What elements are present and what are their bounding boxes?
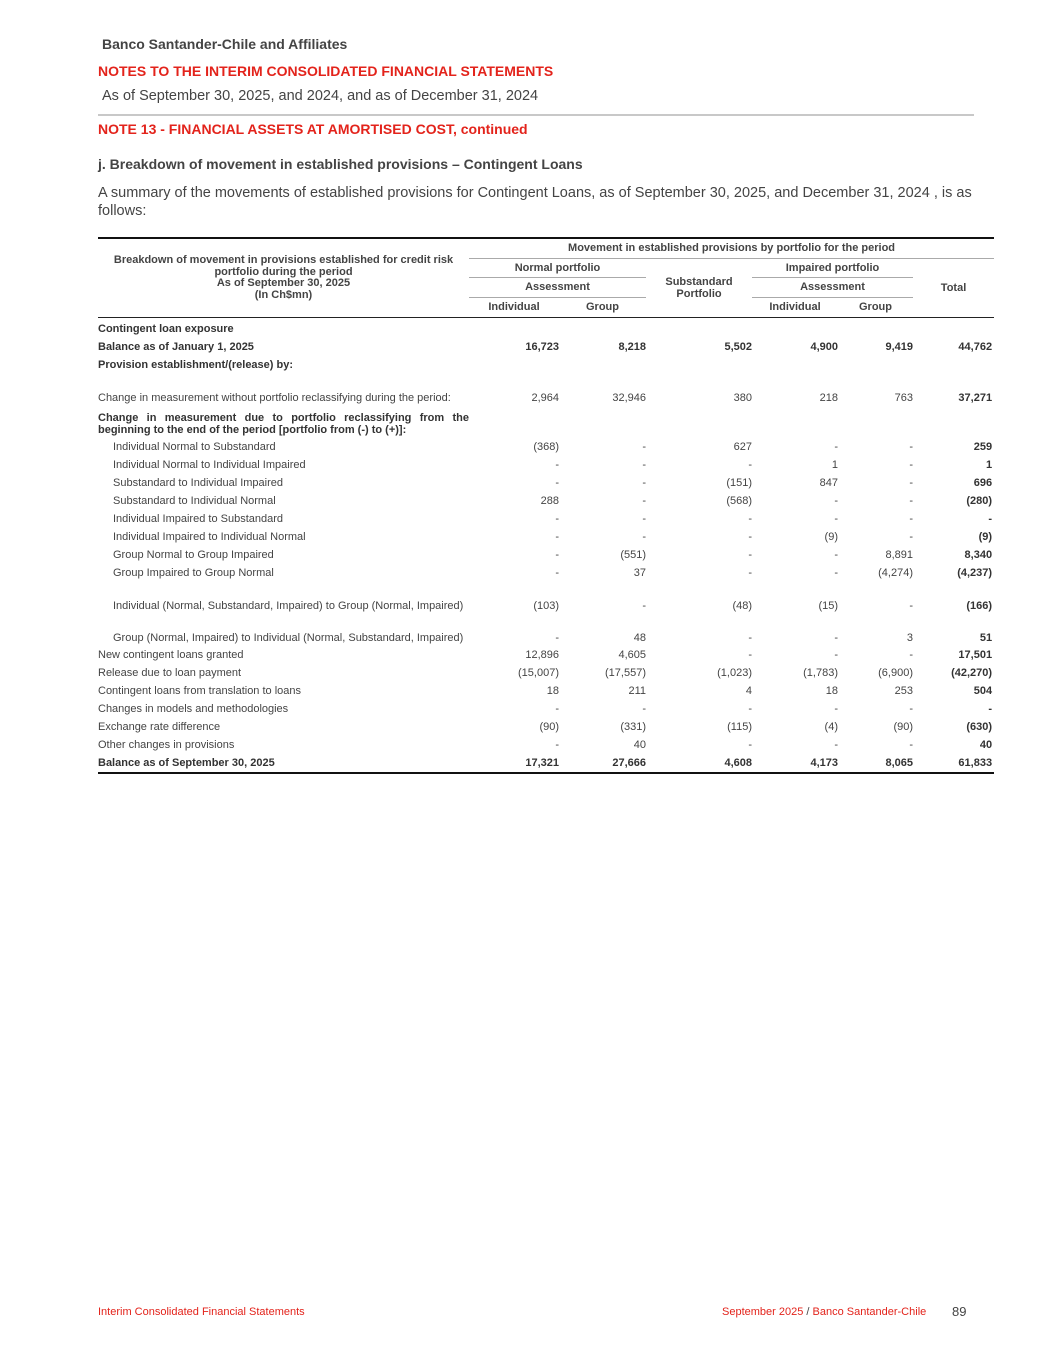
value-cell: - (555, 632, 559, 644)
value-cell: (6,900) (878, 667, 913, 679)
value-cell: (4) (824, 721, 838, 733)
value-cell (752, 318, 838, 339)
section-title: j. Breakdown of movement in established provisions – Contingent Loans (98, 156, 583, 172)
footer-title: Interim Consolidated Financial Statements (98, 1306, 305, 1318)
value-cell: 8,218 (618, 341, 646, 353)
row-label: Contingent loan exposure (98, 323, 234, 335)
value-cell: 16,723 (525, 341, 559, 353)
as-of-date: As of September 30, 2025, and 2024, and as of December 31, 2024 (102, 88, 539, 104)
value-cell: 12,896 (525, 649, 559, 661)
total-cell: (42,270) (951, 667, 993, 679)
value-cell (559, 318, 646, 339)
value-cell: - (748, 459, 752, 471)
page-number: 89 (952, 1304, 967, 1319)
table-row (98, 754, 994, 773)
value-cell: - (555, 739, 559, 751)
value-cell: 37 (633, 567, 646, 579)
table-row (98, 614, 994, 646)
value-cell: (331) (620, 721, 646, 733)
value-cell: - (834, 549, 838, 561)
value-cell (469, 406, 559, 438)
value-cell: 4,605 (618, 649, 646, 661)
value-cell: 8,891 (885, 549, 913, 561)
value-cell: - (909, 513, 913, 525)
table-row (98, 664, 994, 682)
value-cell: - (555, 513, 559, 525)
value-cell: (1,783) (803, 667, 838, 679)
value-cell: (568) (726, 495, 752, 507)
value-cell: - (834, 739, 838, 751)
header-divider (98, 114, 974, 116)
value-cell: 8,065 (838, 754, 913, 773)
total-cell: - (988, 703, 993, 715)
table-row (98, 700, 994, 718)
impaired-portfolio-header: Impaired portfolio (752, 258, 913, 277)
value-cell: 9,419 (885, 341, 913, 353)
value-cell: - (909, 531, 913, 543)
total-cell (913, 318, 994, 339)
value-cell: - (834, 441, 838, 453)
stub-header-line-2: As of September 30, 2025 (216, 277, 351, 289)
table-row (98, 510, 994, 528)
row-label: Contingent loans from translation to loans (98, 685, 302, 697)
company-name: Banco Santander-Chile and Affiliates (102, 36, 348, 52)
value-cell (646, 318, 752, 339)
value-cell: 5,502 (724, 341, 752, 353)
value-cell: - (909, 600, 913, 612)
total-cell: (4,237) (957, 567, 993, 579)
footer-bank: Banco Santander-Chile (812, 1306, 927, 1318)
value-cell: - (909, 649, 913, 661)
total-cell: 44,762 (958, 341, 993, 353)
value-cell: - (748, 531, 752, 543)
value-cell: (48) (732, 600, 752, 612)
value-cell: - (834, 567, 838, 579)
total-cell: (166) (966, 600, 993, 612)
row-label: Individual Normal to Individual Impaired (113, 459, 306, 471)
table-row (98, 438, 994, 456)
total-cell: 51 (979, 632, 993, 644)
value-cell: - (834, 703, 838, 715)
table-row (98, 582, 994, 614)
footer-date: September 2025 (722, 1306, 804, 1318)
row-label: Changes in models and methodologies (98, 703, 289, 715)
note-title: NOTE 13 - FINANCIAL ASSETS AT AMORTISED COST, continued (98, 121, 528, 137)
value-cell: - (555, 477, 559, 489)
value-cell: - (642, 495, 646, 507)
value-cell: 3 (906, 632, 913, 644)
value-cell: - (909, 495, 913, 507)
row-label: Substandard to Individual Normal (113, 495, 276, 507)
value-cell: - (748, 567, 752, 579)
value-cell: - (555, 531, 559, 543)
row-label: Individual Impaired to Individual Normal (113, 531, 306, 543)
value-cell (469, 356, 559, 374)
table-row (98, 338, 994, 356)
value-cell (752, 356, 838, 374)
value-cell: 4,173 (752, 754, 838, 773)
total-cell: 259 (973, 441, 993, 453)
provisions-table (98, 237, 994, 774)
table-row (98, 546, 994, 564)
value-cell: - (555, 459, 559, 471)
table-row (98, 718, 994, 736)
value-cell: - (748, 549, 752, 561)
value-cell: - (909, 703, 913, 715)
table-row (98, 528, 994, 546)
total-cell (913, 406, 994, 438)
total-cell: 504 (973, 685, 993, 697)
row-label: Individual (Normal, Substandard, Impaired) to Group (Normal, Impaired) (113, 599, 464, 612)
row-label: Change in measurement due to portfolio reclassifying from the beginning to the end of the period [portfolio from (-) to (+)]: (98, 412, 469, 436)
table-row (98, 456, 994, 474)
value-cell: (115) (727, 721, 752, 733)
total-cell: 61,833 (913, 754, 994, 773)
row-label: Group Impaired to Group Normal (113, 567, 274, 579)
value-cell: (103) (533, 600, 559, 612)
notes-title: NOTES TO THE INTERIM CONSOLIDATED FINANCIAL STATEMENTS (98, 63, 554, 79)
value-cell: (368) (533, 441, 559, 453)
impaired-individual-header: Individual (769, 301, 821, 314)
value-cell: - (748, 703, 752, 715)
total-cell (913, 356, 994, 374)
value-cell: - (834, 632, 838, 644)
value-cell (646, 356, 752, 374)
value-cell: - (642, 600, 646, 612)
table-body (98, 318, 994, 774)
value-cell: - (834, 649, 838, 661)
value-cell: - (642, 531, 646, 543)
total-cell: 8,340 (964, 549, 993, 561)
value-cell: 211 (628, 685, 646, 697)
value-cell: 380 (733, 392, 752, 404)
value-cell (559, 406, 646, 438)
value-cell: 1 (831, 459, 838, 471)
value-cell: 847 (819, 477, 838, 489)
row-label: Other changes in provisions (98, 739, 235, 751)
row-label: Individual Impaired to Substandard (113, 513, 283, 525)
table-row (98, 492, 994, 510)
value-cell: - (748, 513, 752, 525)
value-cell: (4,274) (878, 567, 913, 579)
row-label: Group Normal to Group Impaired (113, 549, 274, 561)
value-cell: - (555, 549, 559, 561)
value-cell: - (748, 739, 752, 751)
row-label: Release due to loan payment (98, 667, 242, 679)
total-cell: (630) (966, 721, 993, 733)
stub-header-line-3: (In Ch$mn) (254, 288, 313, 301)
value-cell: (90) (539, 721, 559, 733)
value-cell: (551) (620, 549, 646, 561)
total-cell: 1 (985, 459, 993, 471)
value-cell: 48 (633, 632, 646, 644)
value-cell (646, 406, 752, 438)
value-cell: - (834, 513, 838, 525)
value-cell: - (748, 632, 752, 644)
value-cell: (90) (893, 721, 913, 733)
value-cell: 27,666 (559, 754, 646, 773)
table-row (98, 736, 994, 754)
value-cell (469, 318, 559, 339)
value-cell: - (909, 441, 913, 453)
row-label: Provision establishment/(release) by: (98, 359, 294, 371)
value-cell: 4,608 (646, 754, 752, 773)
table-row (98, 646, 994, 664)
value-cell: 4 (745, 685, 752, 697)
value-cell: 32,946 (612, 392, 646, 404)
footer-period (722, 1306, 926, 1318)
section-summary: A summary of the movements of established provisions for Contingent Loans, as of September 30, 2025, and December 31, 2024 , is as follows: (98, 185, 972, 219)
value-cell (838, 318, 913, 339)
total-cell: - (988, 513, 993, 525)
value-cell: - (642, 459, 646, 471)
value-cell: - (909, 739, 913, 751)
value-cell (838, 356, 913, 374)
total-cell: 40 (979, 739, 993, 751)
row-label: Exchange rate difference (98, 721, 221, 733)
value-cell: - (642, 513, 646, 525)
total-cell: 37,271 (958, 392, 993, 404)
value-cell: - (909, 459, 913, 471)
table-row (98, 356, 994, 374)
value-cell: (151) (726, 477, 752, 489)
impaired-group-header: Group (859, 301, 892, 314)
substandard-header: Substandard Portfolio (665, 275, 733, 300)
value-cell: - (748, 649, 752, 661)
normal-portfolio-header: Normal portfolio (469, 258, 646, 277)
value-cell (838, 406, 913, 438)
normal-individual-header: Individual (488, 301, 540, 314)
value-cell: 2,964 (531, 392, 559, 404)
value-cell: (1,023) (717, 667, 752, 679)
value-cell: 253 (894, 685, 913, 697)
value-cell: 17,321 (469, 754, 559, 773)
value-cell: - (909, 477, 913, 489)
table-row (98, 474, 994, 492)
group-header: Movement in established provisions by portfolio for the period (469, 238, 994, 258)
table-row (98, 682, 994, 700)
row-label: Balance as of January 1, 2025 (98, 341, 254, 353)
impaired-assessment-header: Assessment (752, 277, 913, 297)
normal-group-header: Group (586, 301, 619, 314)
row-label: Group (Normal, Impaired) to Individual (Normal, Substandard, Impaired) (113, 631, 464, 644)
footer-separator: / (803, 1306, 813, 1318)
total-cell: (9) (978, 531, 993, 543)
value-cell: - (555, 567, 559, 579)
value-cell: (15,007) (518, 667, 559, 679)
value-cell: (9) (824, 531, 838, 543)
total-cell: 17,501 (958, 649, 993, 661)
value-cell: - (555, 703, 559, 715)
value-cell: - (642, 441, 646, 453)
value-cell: 40 (633, 739, 646, 751)
value-cell: 218 (819, 392, 838, 404)
stub-header-line-1: Breakdown of movement in provisions established for credit risk portfolio during the period (113, 254, 454, 278)
value-cell: 288 (540, 495, 559, 507)
table-row (98, 318, 994, 339)
table-row (98, 406, 994, 438)
row-label: New contingent loans granted (98, 649, 244, 661)
row-label: Balance as of September 30, 2025 (98, 754, 469, 773)
value-cell: - (642, 477, 646, 489)
total-cell: (280) (966, 495, 993, 507)
value-cell: 18 (825, 685, 838, 697)
value-cell: 627 (733, 441, 752, 453)
row-label: Change in measurement without portfolio reclassifying during the period: (98, 391, 451, 404)
normal-assessment-header: Assessment (469, 277, 646, 297)
row-label: Individual Normal to Substandard (113, 441, 276, 453)
value-cell: - (642, 703, 646, 715)
value-cell (752, 406, 838, 438)
stub-header (98, 238, 469, 317)
value-cell: 18 (546, 685, 559, 697)
value-cell: 4,900 (810, 341, 838, 353)
value-cell: - (834, 495, 838, 507)
value-cell: 763 (894, 392, 913, 404)
table-row (98, 564, 994, 582)
row-label: Substandard to Individual Impaired (113, 477, 283, 489)
value-cell (559, 356, 646, 374)
value-cell: (17,557) (605, 667, 646, 679)
value-cell: (15) (818, 600, 838, 612)
total-header: Total (940, 281, 967, 294)
total-cell: 696 (973, 477, 993, 489)
table-row (98, 374, 994, 406)
